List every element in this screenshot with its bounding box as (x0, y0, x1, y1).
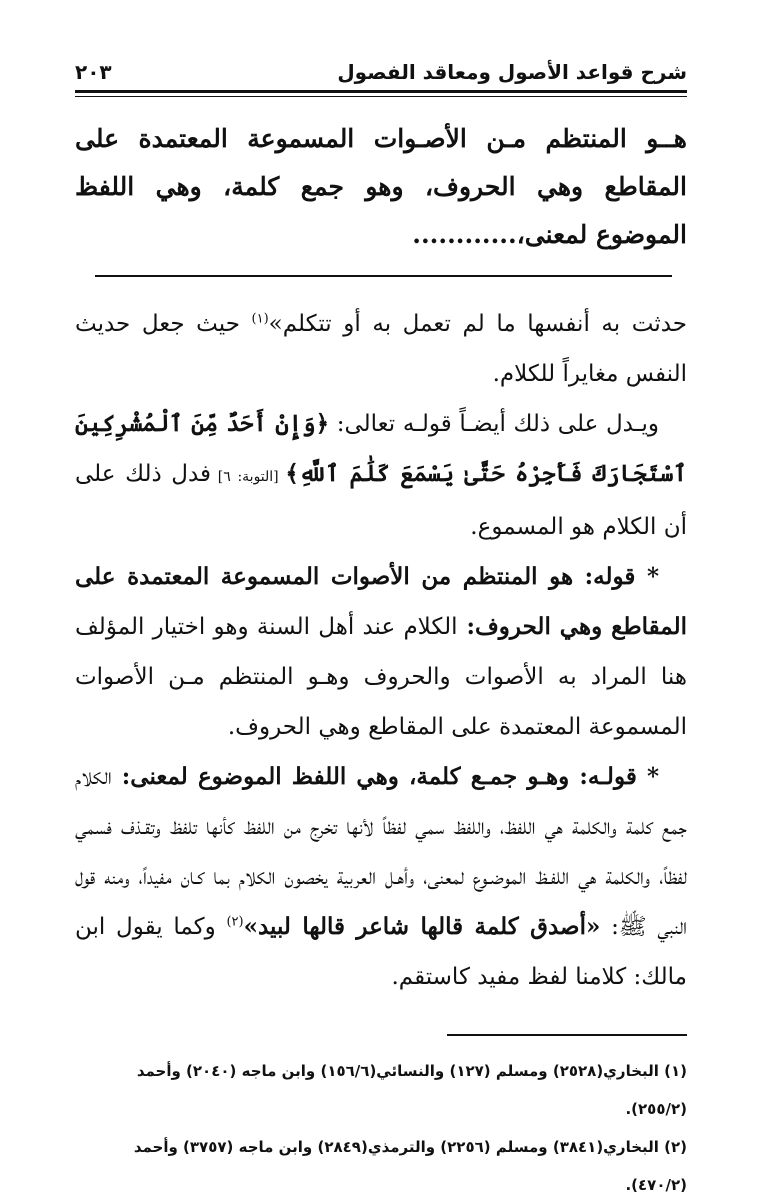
matn-divider (95, 275, 672, 277)
paragraph-3 (75, 552, 687, 752)
paragraph-2 (75, 399, 687, 552)
paragraph-text: الكلام جمع كلمة والكلمة هي اللفظ، واللفظ سمي لفظاً لأنها تخرج من اللفظ كأنها تلفظ وتقـذف فسمي لفظاً، والكلمة هي اللفـظ الموضـوع لمعنى، وأهـل العربية يخصون الكلام بما كـان مفيداً، ومنه قول النبي ﷺ: (75, 764, 687, 940)
paragraph-1 (75, 299, 687, 399)
surah-reference: [التوبة: ٦] (211, 469, 286, 485)
footnote-divider (447, 1034, 687, 1036)
matn-text: هــو المنتظم مـن الأصـوات المسموعة المعتمدة على المقاطع وهي الحروف، وهو جمع كلمة، وهي اللفظ الموضوع لمعنى،............ (75, 124, 687, 249)
paragraph-4 (75, 752, 687, 1002)
footnote-ref-2: (٢) (226, 914, 244, 930)
paragraph-text: ويـدل على ذلك أيضـاً قولـه تعالى: (329, 411, 659, 437)
footnote-ref-1: (١) (251, 311, 269, 327)
section-heading: * قوله: هو المنتظم من الأصوات المسموعة المعتمدة على المقاطع وهي الحروف: (75, 563, 688, 640)
book-title: شرح قواعد الأصول ومعاقد الفصول (337, 60, 687, 84)
footnotes (75, 1052, 687, 1204)
footnote-1: (١) البخاري(٢٥٢٨) ومسلم (١٢٧) والنسائي(١٥٦/٦) وابن ماجه (٢٠٤٠) وأحمد (٢٥٥/٢). (136, 1062, 687, 1118)
paragraph-text: فدل ذلك على أن الكلام هو المسموع. (75, 461, 687, 540)
quran-verse: ﴿وَإِنْ أَحَدٌ مِّنَ ٱلْمُشْرِكِينَ ٱسْتَجَارَكَ فَأَجِرْهُ حَتَّىٰ يَسْمَعَ كَلَٰمَ ٱللَّهِ﴾ (75, 410, 688, 487)
paragraph-text: حيث جعل حديث النفس مغايراً للكلام. (75, 311, 687, 387)
commentary-body (75, 299, 687, 1002)
paragraph-text: الكلام عند أهل السنة وهو اختيار المؤلف هنا المراد به الأصوات والحروف وهـو المنتظم مـن الأصوات المسموعة المعتمدة على المقاطع وهي الحروف. (75, 614, 687, 740)
hadith-quote: «أصدق كلمة قالها شاعر قالها لبيد» (243, 913, 601, 940)
header-rule (75, 90, 687, 97)
footnote-2: (٢) البخاري(٣٨٤١) ومسلم (٢٢٥٦) والترمذي(٢٨٤٩) وابن ماجه (٣٧٥٧) وأحمد (٤٧٠/٢). (133, 1138, 687, 1194)
running-header (75, 48, 687, 84)
hadith-quote: حدثت به أنفسها ما لم تعمل به أو تتكلم» (268, 311, 688, 337)
page-number: ٢٠٣ (75, 60, 112, 84)
section-heading: * قولـه: وهـو جمـع كلمة، وهي اللفظ الموضوع لمعنى: (111, 763, 659, 790)
paragraph-text: وكما يقول ابن مالك: كلامنا لفظ مفيد كاستقم. (75, 914, 687, 990)
